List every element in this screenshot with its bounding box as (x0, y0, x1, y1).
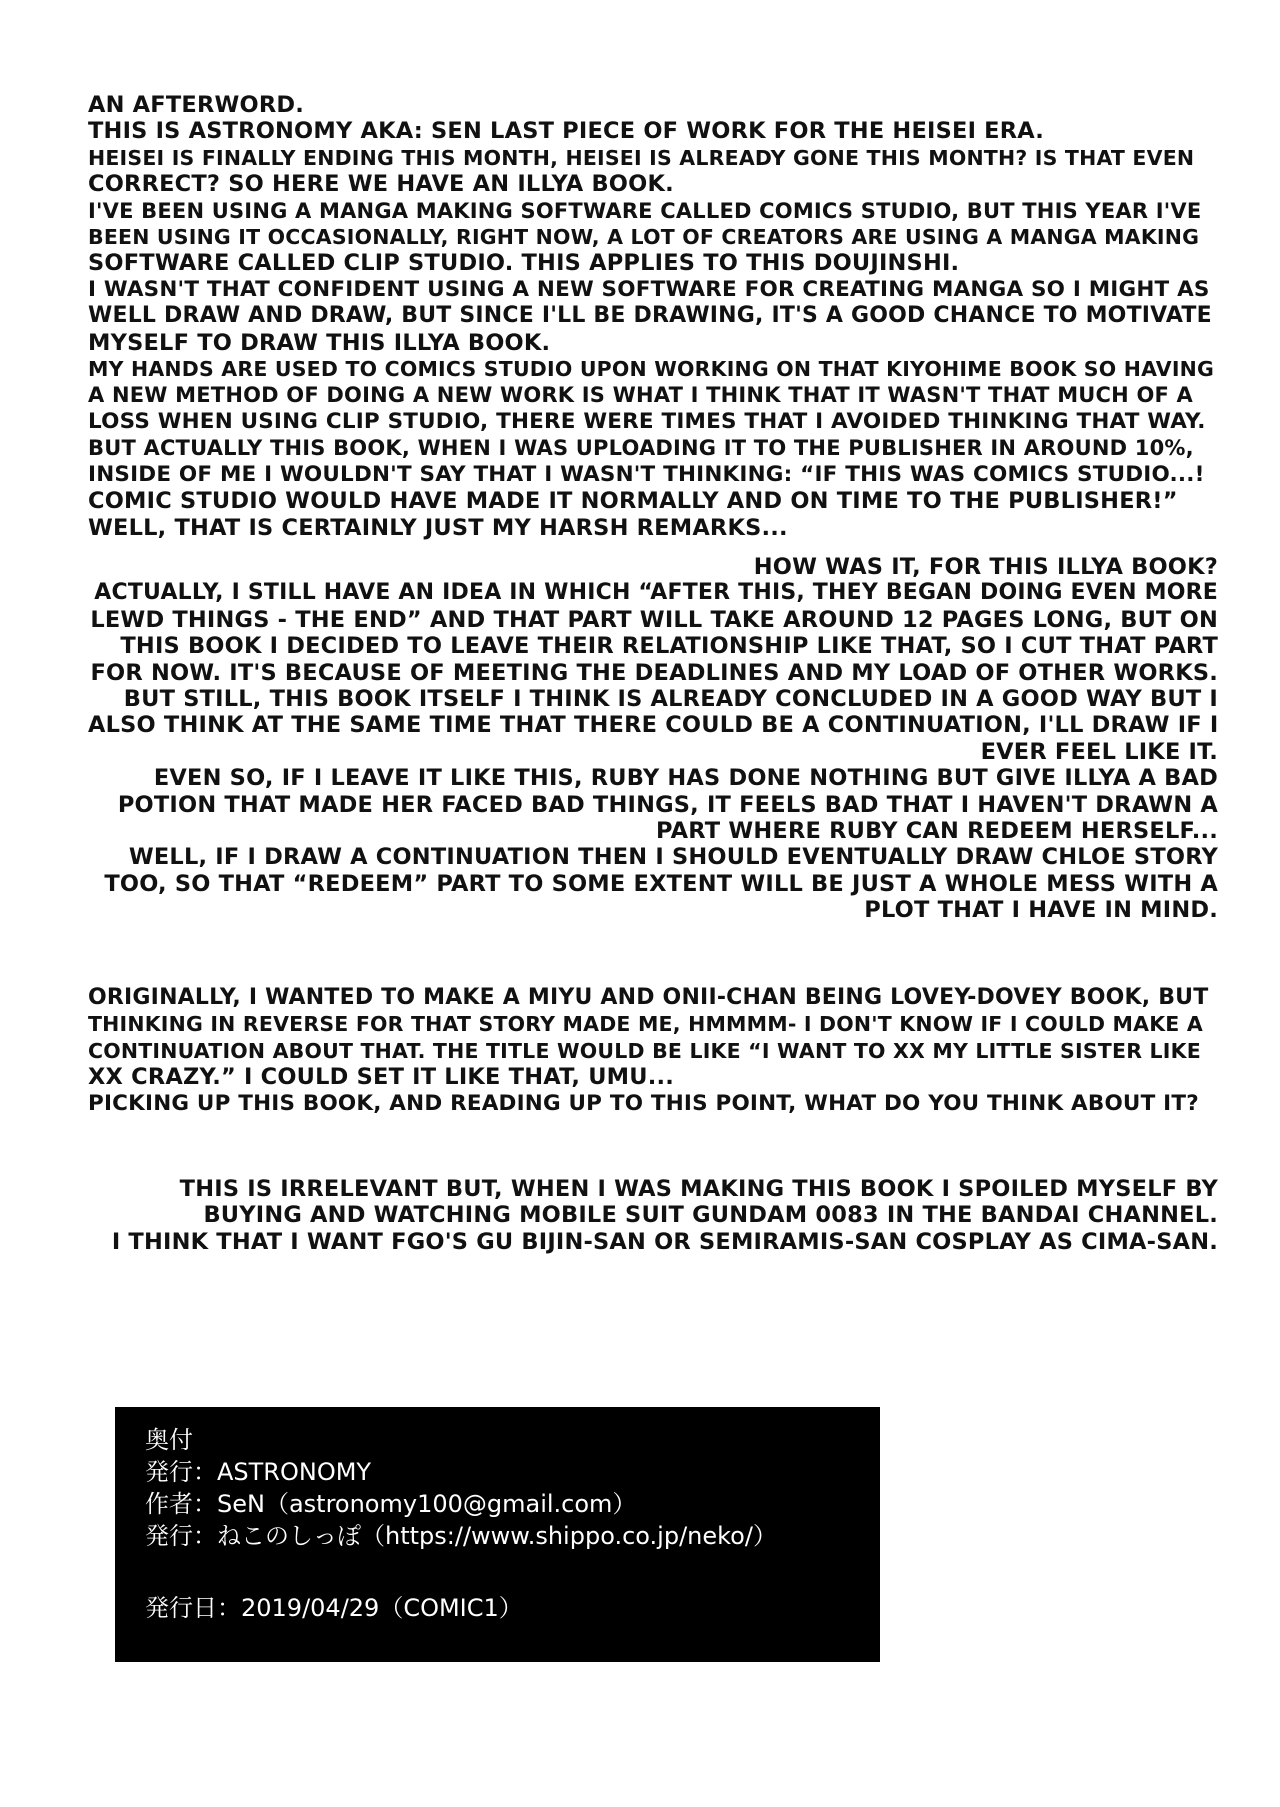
afterword-text-line: HEISEI IS FINALLY ENDING THIS MONTH, HEISEI IS ALREADY GONE THIS MONTH? IS THAT EVEN (88, 145, 1195, 170)
afterword-text-line: THIS IS ASTRONOMY AKA: SEN LAST PIECE OF WORK FOR THE HEISEI ERA. (88, 118, 1045, 145)
reflection-text-line: WELL, IF I DRAW A CONTINUATION THEN I SHOULD EVENTUALLY DRAW CHLOE STORY (128, 844, 1218, 871)
afterword-text-line: WELL, THAT IS CERTAINLY JUST MY HARSH REMARKS... (88, 514, 788, 541)
afterword-text-line: COMIC STUDIO WOULD HAVE MADE IT NORMALLY AND ON TIME TO THE PUBLISHER!” (88, 488, 1178, 515)
afterword-section (88, 92, 1218, 541)
reflection-text-line: THIS BOOK I DECIDED TO LEAVE THEIR RELATIONSHIP LIKE THAT, SO I CUT THAT PART (120, 633, 1218, 660)
reflection-text-line: PART WHERE RUBY CAN REDEEM HERSELF... (656, 818, 1218, 845)
reflection-text-line: FOR NOW. IT'S BECAUSE OF MEETING THE DEADLINES AND MY LOAD OF OTHER WORKS. (90, 659, 1218, 686)
miyu-text-line: ORIGINALLY, I WANTED TO MAKE A MIYU AND ONII-CHAN BEING LOVEY-DOVEY BOOK, BUT (88, 985, 1209, 1010)
miyu-section (88, 985, 1218, 1117)
colophon-date: 発行日：2019/04/29（COMIC1） (145, 1594, 523, 1622)
reflection-text-line: POTION THAT MADE HER FACED BAD THINGS, IT FEELS BAD THAT I HAVEN'T DRAWN A (117, 791, 1218, 818)
colophon-author: 作者：SeN（astronomy100@gmail.com） (145, 1490, 637, 1518)
colophon-publisher-circle: 発行：ASTRONOMY (145, 1458, 372, 1486)
reflection-text-line: BUT STILL, THIS BOOK ITSELF I THINK IS ALREADY CONCLUDED IN A GOOD WAY BUT I (123, 686, 1218, 713)
afterword-text-line: LOSS WHEN USING CLIP STUDIO, THERE WERE TIMES THAT I AVOIDED THINKING THAT WAY. (88, 408, 1206, 434)
miyu-text-line: PICKING UP THIS BOOK, AND READING UP TO THIS POINT, WHAT DO YOU THINK ABOUT IT? (88, 1090, 1199, 1116)
reflection-text-line: ACTUALLY, I STILL HAVE AN IDEA IN WHICH “AFTER THIS, THEY BEGAN DOING EVEN MORE (94, 580, 1218, 606)
miyu-text-line: THINKING IN REVERSE FOR THAT STORY MADE ME, HMMMM- I DON'T KNOW IF I COULD MAKE A (88, 1012, 1203, 1037)
reflection-section (88, 554, 1218, 924)
gundam-text-line: BUYING AND WATCHING MOBILE SUIT GUNDAM 0083 IN THE BANDAI CHANNEL. (203, 1202, 1218, 1229)
afterword-text-line: I WASN'T THAT CONFIDENT USING A NEW SOFTWARE FOR CREATING MANGA SO I MIGHT AS (88, 276, 1210, 302)
afterword-text-line: MY HANDS ARE USED TO COMICS STUDIO UPON WORKING ON THAT KIYOHIME BOOK SO HAVING (88, 357, 1215, 382)
reflection-text-line: TOO, SO THAT “REDEEM” PART TO SOME EXTENT WILL BE JUST A WHOLE MESS WITH A (104, 870, 1218, 897)
reflection-text-line: ALSO THINK AT THE SAME TIME THAT THERE COULD BE A CONTINUATION, I'LL DRAW IF I (88, 712, 1219, 739)
reflection-text-line: HOW WAS IT, FOR THIS ILLYA BOOK? (753, 554, 1218, 580)
afterword-text-line: SOFTWARE CALLED CLIP STUDIO. THIS APPLIES TO THIS DOUJINSHI. (88, 250, 960, 277)
afterword-text-line: AN AFTERWORD. (88, 92, 304, 118)
afterword-text-line: CORRECT? SO HERE WE HAVE AN ILLYA BOOK. (88, 171, 674, 198)
reflection-text-line: PLOT THAT I HAVE IN MIND. (864, 897, 1218, 924)
afterword-text-line: WELL DRAW AND DRAW, BUT SINCE I'LL BE DRAWING, IT'S A GOOD CHANCE TO MOTIVATE (88, 303, 1212, 329)
miyu-text-line: CONTINUATION ABOUT THAT. THE TITLE WOULD BE LIKE “I WANT TO XX MY LITTLE SISTER LIKE (88, 1038, 1201, 1063)
reflection-text-line: EVER FEEL LIKE IT. (980, 738, 1218, 765)
afterword-text-line: I'VE BEEN USING A MANGA MAKING SOFTWARE CALLED COMICS STUDIO, BUT THIS YEAR I'VE (88, 198, 1202, 223)
gundam-text-line: I THINK THAT I WANT FGO'S GU BIJIN-SAN OR SEMIRAMIS-SAN COSPLAY AS CIMA-SAN. (111, 1228, 1218, 1255)
colophon-printer: 発行：ねこのしっぽ（https://www.shippo.co.jp/neko/） (145, 1522, 777, 1550)
reflection-text-line: EVEN SO, IF I LEAVE IT LIKE THIS, RUBY HAS DONE NOTHING BUT GIVE ILLYA A BAD (153, 765, 1218, 792)
afterword-text-line: BUT ACTUALLY THIS BOOK, WHEN I WAS UPLOADING IT TO THE PUBLISHER IN AROUND 10%, (88, 436, 1194, 461)
gundam-section (88, 1176, 1218, 1255)
afterword-text-line: A NEW METHOD OF DOING A NEW WORK IS WHAT I THINK THAT IT WASN'T THAT MUCH OF A (88, 383, 1194, 408)
afterword-text-line: INSIDE OF ME I WOULDN'T SAY THAT I WASN'T THINKING: “IF THIS WAS COMICS STUDIO...! (88, 461, 1205, 487)
colophon-title: 奥付 (145, 1426, 193, 1454)
reflection-text-line: LEWD THINGS - THE END” AND THAT PART WILL TAKE AROUND 12 PAGES LONG, BUT ON (90, 606, 1218, 633)
afterword-text-line: BEEN USING IT OCCASIONALLY, RIGHT NOW, A LOT OF CREATORS ARE USING A MANGA MAKING (88, 225, 1200, 250)
afterword-text-line: MYSELF TO DRAW THIS ILLYA BOOK. (88, 329, 551, 356)
gundam-text-line: THIS IS IRRELEVANT BUT, WHEN I WAS MAKING THIS BOOK I SPOILED MYSELF BY (179, 1176, 1218, 1202)
miyu-text-line: XX CRAZY.” I COULD SET IT LIKE THAT, UMU... (88, 1064, 674, 1091)
colophon-box (115, 1407, 880, 1662)
